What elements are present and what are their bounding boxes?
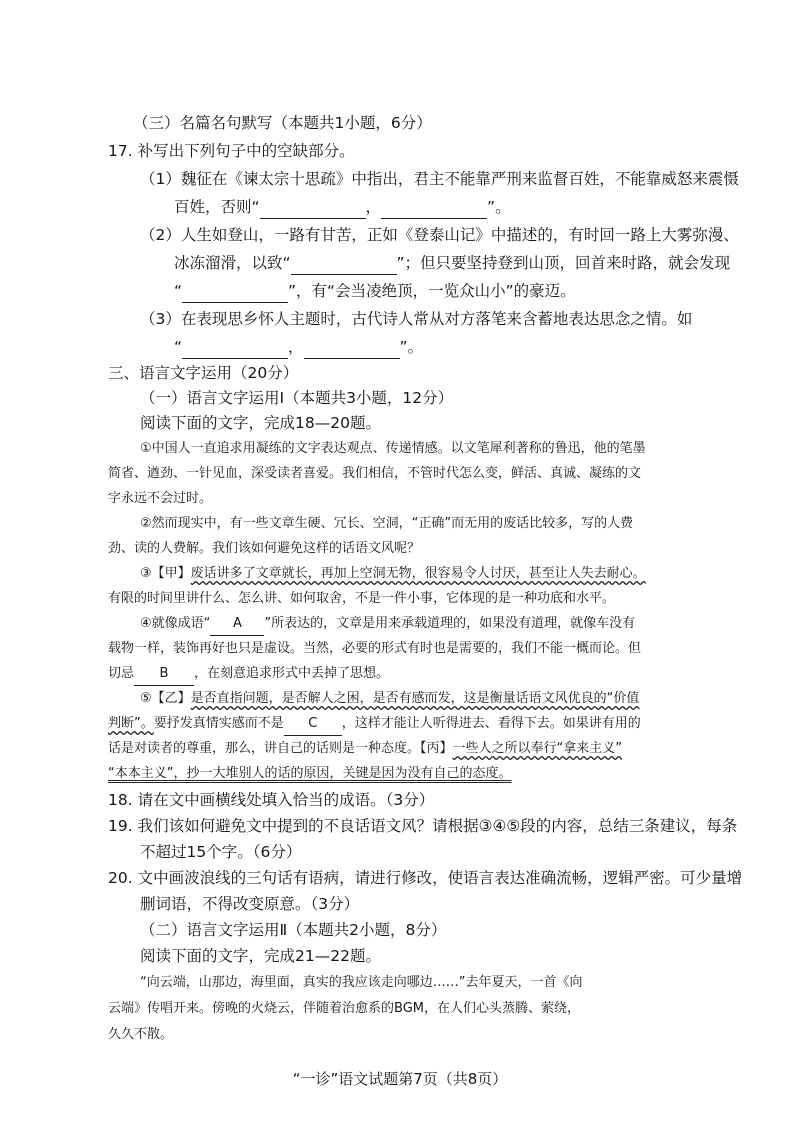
q17-item3-text-close: ”。 [399, 338, 424, 356]
section-heading-famous-lines: （三）名篇名句默写（本题共1小题，6分） [133, 114, 432, 132]
passage-para3-line2: 有限的时间里讲什么、怎么讲、如何取舍，不是一件小事，它体现的是一种功底和水平。 [108, 591, 616, 606]
passage2-line3: 久久不散。 [108, 1027, 174, 1042]
wavy-sentence-jia: 废话讲多了文章就长，再加上空洞无物，很容易令人讨厌，甚至让人失去耐心。 [190, 566, 646, 581]
passage-para2-line2: 劲、读的人费解。我们该如何避免这样的话语文风呢？ [108, 541, 421, 556]
wavy-sentence-bing-part2: “本本主义”，抄一大堆别人的话的原因，关键是因为没有自己的态度。 [108, 766, 512, 781]
part-3-title: 三、语言文字运用（20分） [108, 364, 299, 382]
q17-item1-line2 [174, 196, 511, 219]
q17-blank-1[interactable] [260, 196, 366, 219]
para4-line3-pre: 切忌 [108, 666, 135, 681]
q17-blank-2[interactable] [381, 196, 487, 219]
q17-item2-line3 [174, 280, 576, 303]
passage-para4-line2: 载物一样，装饰再好也只是虚设。当然，必要的形式有时也是需要的，我们不能一概而论。但 [108, 641, 642, 656]
passage-para4-line3 [108, 663, 389, 686]
para4-text-post: ”所表达的，文章是用来承载道理的，如果没有道理，就像车没有 [264, 616, 636, 631]
q17-item2-text-pre: 冰冻溜滑，以致“ [174, 254, 291, 272]
para5-line3-pre: 话是对读者的尊重，那么，讲自己的话则是一种态度。【丙】 [108, 741, 453, 756]
q17-blank-3[interactable] [291, 252, 397, 275]
q17-item3-line1: （3）在表现思乡怀人主题时，古代诗人常从对方落笔来含蓄地表达思念之情。如 [140, 310, 693, 328]
marker-yi: ⑤【乙】 [140, 691, 191, 706]
q17-blank-4[interactable] [182, 280, 288, 303]
para4-line3-post: ，在刻意追求形式中丢掉了思想。 [194, 666, 390, 681]
blank-c[interactable]: C [284, 713, 342, 736]
q17-blank-5[interactable] [182, 336, 288, 359]
marker-jia: ③【甲】 [140, 566, 191, 581]
q17-item2-text-post: ”；但只要坚持登到山顶，回首来时路，就会发现 [396, 254, 731, 272]
passage-para5-line3 [108, 738, 622, 760]
wavy-sentence-yi-part1: 是否直指问题，是否解人之困，是否有感而发，这是衡量话语文风优良的“价值 [190, 691, 640, 706]
question-20-line1: 20. 文中画波浪线的三句话有语病，请进行修改，使语言表达准确流畅，逻辑严密。可少量增 [108, 869, 743, 887]
q17-item1-text-mid: ， [365, 198, 382, 216]
page-footer: “一诊”语文试题第7页（共8页） [292, 1070, 508, 1088]
question-18: 18. 请在文中画横线处填入恰当的成语。（3分） [108, 791, 435, 809]
passage2-line2: 云端》传唱开来。傍晚的火烧云，伴随着治愈系的BGM，在人们心头蒸腾、萦绕， [108, 1001, 580, 1016]
wavy-sentence-yi-part2: 判断”。 [108, 716, 154, 731]
q17-blank-6[interactable] [304, 336, 400, 359]
blank-a[interactable]: A [210, 613, 264, 636]
q17-item3-line2 [174, 336, 423, 359]
passage-para2-line1: ②然而现实中，有一些文章生硬、冗长、空洞，“正确”而无用的废话比较多，写的人费 [140, 516, 634, 531]
q17-item2-text-close: ”，有“会当凌绝顶，一览众山小”的豪迈。 [288, 282, 576, 300]
passage-para5-line4 [108, 763, 511, 785]
para4-text-pre: ④就像成语“ [140, 616, 211, 631]
blank-b[interactable]: B [134, 663, 194, 686]
question-19-line1: 19. 我们该如何避免文中提到的不良话语文风？请根据③④⑤段的内容，总结三条建议，每条 [108, 817, 738, 835]
passage-para5-line2 [108, 713, 641, 736]
passage-para1-line2: 简省、遒劲、一针见血，深受读者喜爱。我们相信，不管时代怎么变，鲜活、真诚、凝练的文 [108, 466, 642, 481]
q17-item3-text-open: “ [174, 338, 183, 356]
passage-para3-line1 [140, 563, 646, 585]
passage-para1-line3: 字永远不会过时。 [108, 491, 213, 506]
question-19-line2: 不超过15个字。（6分） [140, 843, 302, 861]
q17-item2-text-open: “ [174, 282, 183, 300]
wavy-sentence-bing-part1: 一些人之所以奉行“拿来主义” [452, 741, 622, 756]
q17-item1-line1: （1）魏征在《谏太宗十思疏》中指出，君主不能靠严刑来监督百姓，不能靠威怒来震慑 [140, 170, 739, 188]
passage-para5-line1 [140, 688, 639, 710]
q17-item2-line1: （2）人生如登山，一路有甘苦，正如《登泰山记》中描述的，有时回一路上大雾弥漫、 [140, 226, 739, 244]
passage2-line1: “向云端，山那边，海里面，真实的我应该走向哪边……”去年夏天，一首《向 [140, 975, 583, 990]
section-heading-language-use-2: （二）语言文字运用Ⅱ（本题共2小题，8分） [140, 921, 447, 939]
passage-para4-line1 [140, 613, 635, 636]
question-17-stem: 17. 补写出下列句子中的空缺部分。 [108, 142, 355, 160]
question-20-line2: 删词语，不得改变原意。（3分） [140, 895, 360, 913]
q17-item1-text-pre: 百姓，否则“ [174, 198, 260, 216]
para5-text-post: ，这样才能让人听得进去、看得下去。如果讲有用的 [341, 716, 641, 731]
section-heading-language-use-1: （一）语言文字运用Ⅰ（本题共3小题，12分） [140, 389, 454, 407]
q17-item1-text-post: ”。 [487, 198, 511, 216]
q17-item3-text-mid: ， [288, 338, 304, 356]
reading-instruction-18-20: 阅读下面的文字，完成18—20题。 [140, 414, 381, 432]
q17-item2-line2 [174, 252, 730, 275]
passage-para1-line1: ①中国人一直追求用凝练的文字表达观点、传递情感。以文笔犀利著称的鲁迅，他的笔墨 [140, 441, 646, 456]
para5-text-mid: 要抒发真情实感而不是 [153, 716, 284, 731]
reading-instruction-21-22: 阅读下面的文字，完成21—22题。 [140, 947, 381, 965]
